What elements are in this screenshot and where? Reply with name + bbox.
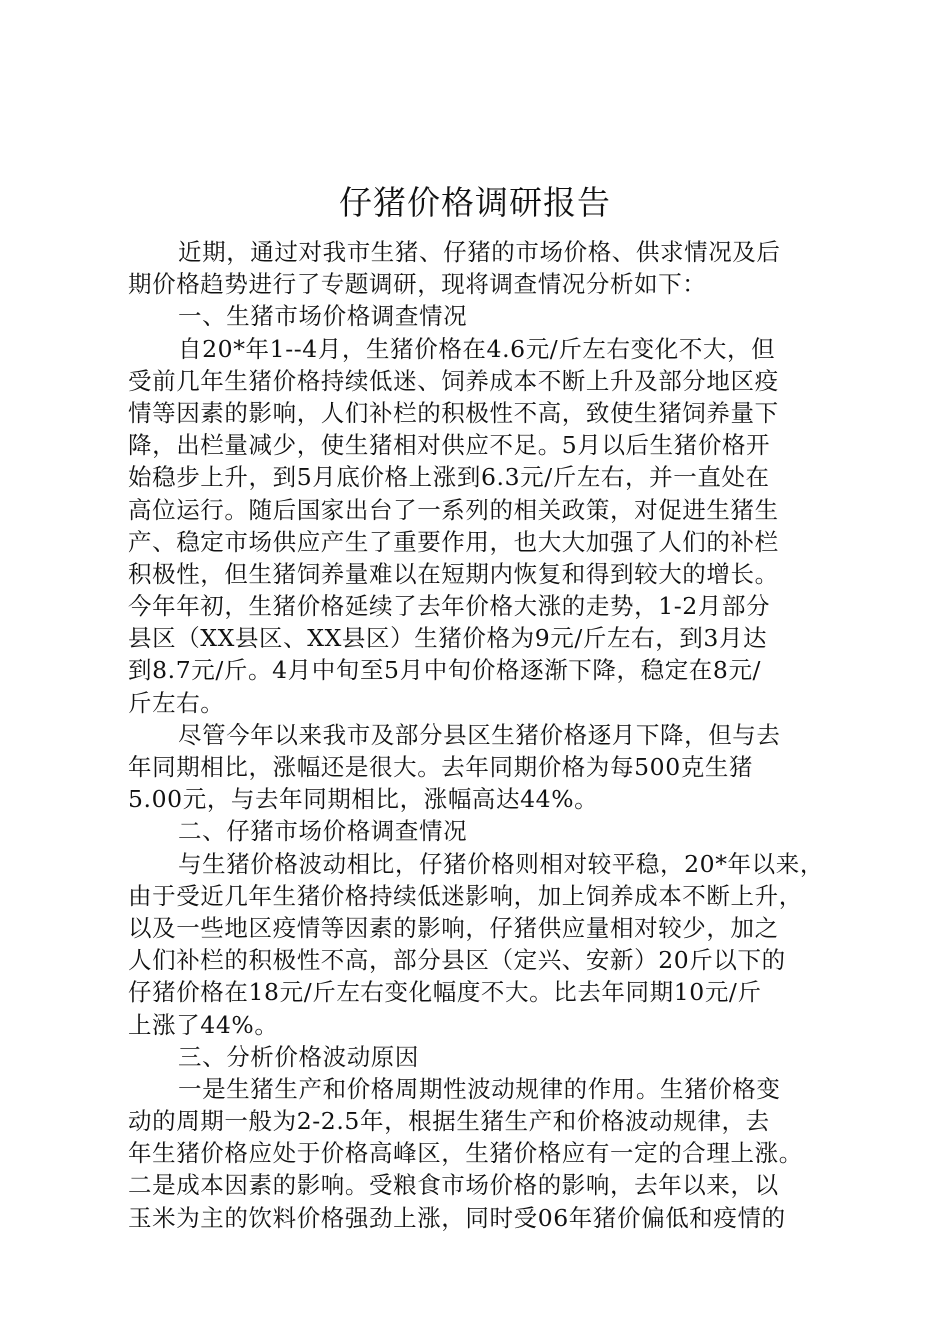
text-line: 期价格趋势进行了专题调研，现将调查情况分析如下： bbox=[128, 270, 707, 299]
text-line: 仔猪价格在18元/斤左右变化幅度不大。比去年同期10元/斤 bbox=[128, 978, 762, 1007]
document-title: 仔猪价格调研报告 bbox=[339, 183, 611, 222]
document-body bbox=[128, 236, 830, 1234]
text-line: 到8.7元/斤。4月中旬至5月中旬价格逐渐下降，稳定在8元/ bbox=[128, 656, 762, 685]
text-line: 高位运行。随后国家出台了一系列的相关政策，对促进生猪生 bbox=[128, 495, 779, 524]
text-line: 一是生猪生产和价格周期性波动规律的作用。生猪价格变 bbox=[178, 1074, 781, 1103]
text-line: 动的周期一般为2-2.5年，根据生猪生产和价格波动规律，去 bbox=[128, 1107, 770, 1136]
text-line: 今年年初，生猪价格延续了去年价格大涨的走势，1-2月部分 bbox=[128, 592, 771, 621]
text-line: 二是成本因素的影响。受粮食市场价格的影响，去年以来，以 bbox=[128, 1171, 779, 1200]
text-line: 积极性，但生猪饲养量难以在短期内恢复和得到较大的增长。 bbox=[128, 559, 779, 588]
text-line: 斤左右。 bbox=[128, 688, 225, 717]
text-line: 5.00元，与去年同期相比，涨幅高达44%。 bbox=[128, 785, 599, 814]
text-line: 玉米为主的饮料价格强劲上涨，同时受06年猪价偏低和疫情的 bbox=[128, 1203, 786, 1232]
text-line: 始稳步上升，到5月底价格上涨到6.3元/斤左右，并一直处在 bbox=[128, 463, 770, 492]
text-line: 上涨了44%。 bbox=[128, 1010, 279, 1039]
text-line: 与生猪价格波动相比，仔猪价格则相对较平稳，20*年以来， bbox=[178, 849, 824, 878]
text-line: 一、生猪市场价格调查情况 bbox=[178, 302, 468, 331]
text-line: 自20*年1--4月，生猪价格在4.6元/斤左右变化不大，但 bbox=[178, 334, 776, 363]
text-line: 产、稳定市场供应产生了重要作用，也大大加强了人们的补栏 bbox=[128, 527, 779, 556]
text-line: 情等因素的影响，人们补栏的积极性不高，致使生猪饲养量下 bbox=[128, 398, 779, 427]
text-line: 二、仔猪市场价格调查情况 bbox=[178, 817, 468, 846]
text-line: 三、分析价格波动原因 bbox=[178, 1042, 419, 1071]
text-line: 近期，通过对我市生猪、仔猪的市场价格、供求情况及后 bbox=[178, 238, 781, 266]
text-line: 受前几年生猪价格持续低迷、饲养成本不断上升及部分地区疫 bbox=[128, 366, 779, 395]
text-line: 尽管今年以来我市及部分县区生猪价格逐月下降，但与去 bbox=[178, 720, 781, 749]
text-line: 年同期相比，涨幅还是很大。去年同期价格为每500克生猪 bbox=[128, 753, 754, 781]
text-line: 年生猪价格应处于价格高峰区，生猪价格应有一定的合理上涨。 bbox=[128, 1139, 803, 1168]
text-line: 降，出栏量减少，使生猪相对供应不足。5月以后生猪价格开 bbox=[128, 431, 771, 460]
text-line: 由于受近几年生猪价格持续低迷影响，加上饲养成本不断上升， bbox=[128, 881, 803, 910]
text-line: 县区（XX县区、XX县区）生猪价格为9元/斤左右，到3月达 bbox=[128, 624, 768, 653]
text-line: 以及一些地区疫情等因素的影响，仔猪供应量相对较少，加之 bbox=[128, 913, 779, 942]
text-line: 人们补栏的积极性不高，部分县区（定兴、安新）20斤以下的 bbox=[128, 946, 786, 975]
